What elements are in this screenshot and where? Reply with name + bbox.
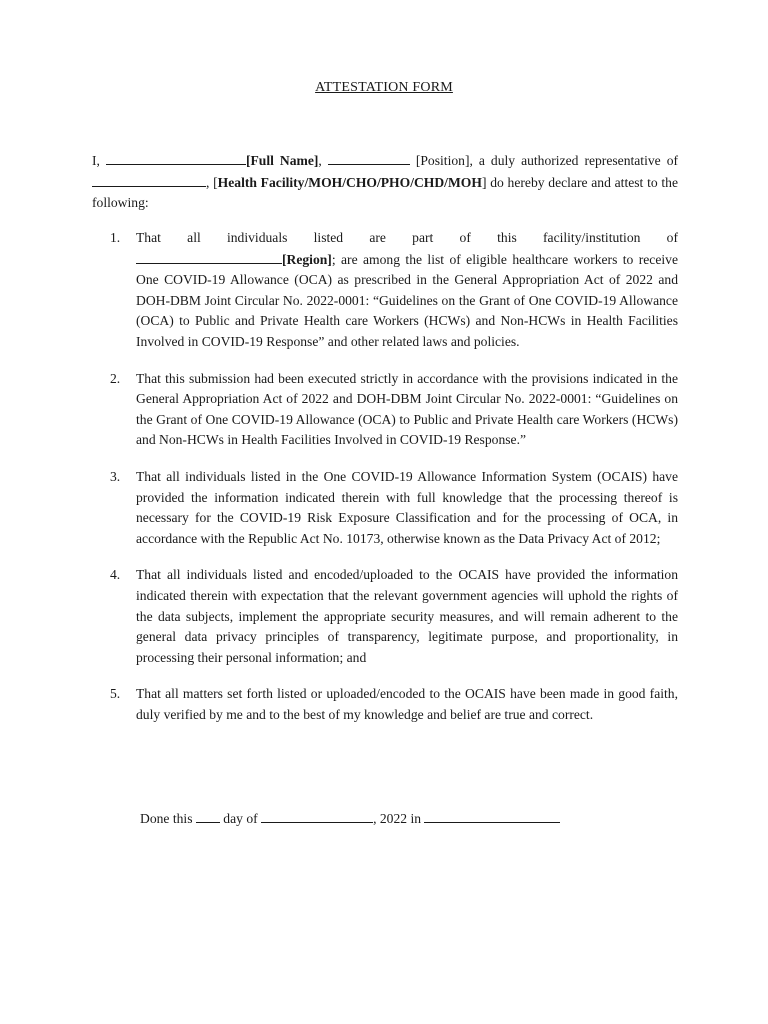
list-item (92, 467, 678, 549)
item-text: That all matters set forth listed or uploaded/encoded to the OCAIS have been made in good faith, duly verified by me and to the best of my knowledge and belief are true and correct. (136, 686, 678, 722)
region-blank[interactable] (136, 249, 282, 264)
position-blank[interactable] (328, 150, 410, 165)
item-number: 4. (110, 567, 121, 583)
item-number: 2. (110, 370, 121, 386)
list-item (92, 228, 678, 353)
list-item (92, 565, 678, 668)
attestation-list (92, 228, 678, 741)
item-number: 5. (110, 686, 121, 702)
intro-of: of (666, 153, 679, 168)
intro-comma: , (318, 153, 322, 168)
intro-declare-text: ] do hereby declare and attest to the following: (92, 174, 678, 211)
done-text-year: , 2022 in (373, 811, 422, 826)
place-blank[interactable] (424, 808, 560, 823)
form-title: ATTESTATION FORM (315, 80, 453, 95)
region-label: [Region] (282, 251, 332, 267)
item-number: 3. (110, 468, 121, 484)
full-name-label: [Full Name] (245, 153, 319, 168)
item-text: ; are among the list of eligible healthcare workers to receive One COVID-19 Allowance (OCA) as prescribed in the General Appropriation Act of 2022 and DOH-DBM Joint Circular No. 2022-0001: “Guidelines on the Grant of One COVID-19 Allowance (OCA) to Public and Private Health care Workers (HCWs) and Non-HCWs in Health Facilities Involved in COVID-19 Response” and other related laws and policies. (136, 251, 678, 349)
done-text-dayof: day of (223, 811, 258, 826)
intro-bracket-open: , [ (206, 174, 218, 190)
item-text: That all individuals listed in the One COVID-19 Allowance Information System (OCAIS) have provided the information indicated therein with full knowledge that the processing thereof is necessary for the COVID-19 Risk Exposure Classification and for the processing of OCA, in accordance with the Republic Act No. 10173, otherwise known as the Data Privacy Act of 2012; (136, 468, 678, 546)
intro-position-text: [Position], a duly authorized representative (415, 153, 661, 168)
month-blank[interactable] (261, 808, 373, 823)
list-item (92, 369, 678, 451)
facility-blank[interactable] (92, 172, 206, 187)
item-text: That all individuals listed and encoded/uploaded to the OCAIS have provided the information indicated therein with expectation that the relevant government agencies will uphold the rights of the data subjects, implement the appropriate security measures, and will remain adherent to the general data privacy principles of transparency, legitimate purpose, and proportionality, in processing their personal information; and (136, 567, 678, 665)
done-text-this: Done this (140, 811, 193, 826)
intro-text-i: I, (92, 153, 100, 168)
list-item (92, 684, 678, 725)
done-line (140, 808, 560, 830)
day-blank[interactable] (196, 808, 220, 823)
item-text: That this submission had been executed strictly in accordance with the provisions indicated in the General Appropriation Act of 2022 and DOH-DBM Joint Circular No. 2022-0001: “Guidelines on the Grant of One COVID-19 Allowance (OCA) to Public and Private Health care Workers (HCWs) and Non-HCWs in Health Facilities Involved in COVID-19 Response.” (136, 370, 678, 448)
intro-paragraph (92, 150, 678, 214)
full-name-blank[interactable] (106, 150, 246, 165)
facility-label: Health Facility/MOH/CHO/PHO/CHD/MOH (217, 174, 482, 190)
item-text-line1: That all individuals listed are part of this facility/institution of (136, 230, 678, 245)
item-number: 1. (110, 230, 121, 245)
